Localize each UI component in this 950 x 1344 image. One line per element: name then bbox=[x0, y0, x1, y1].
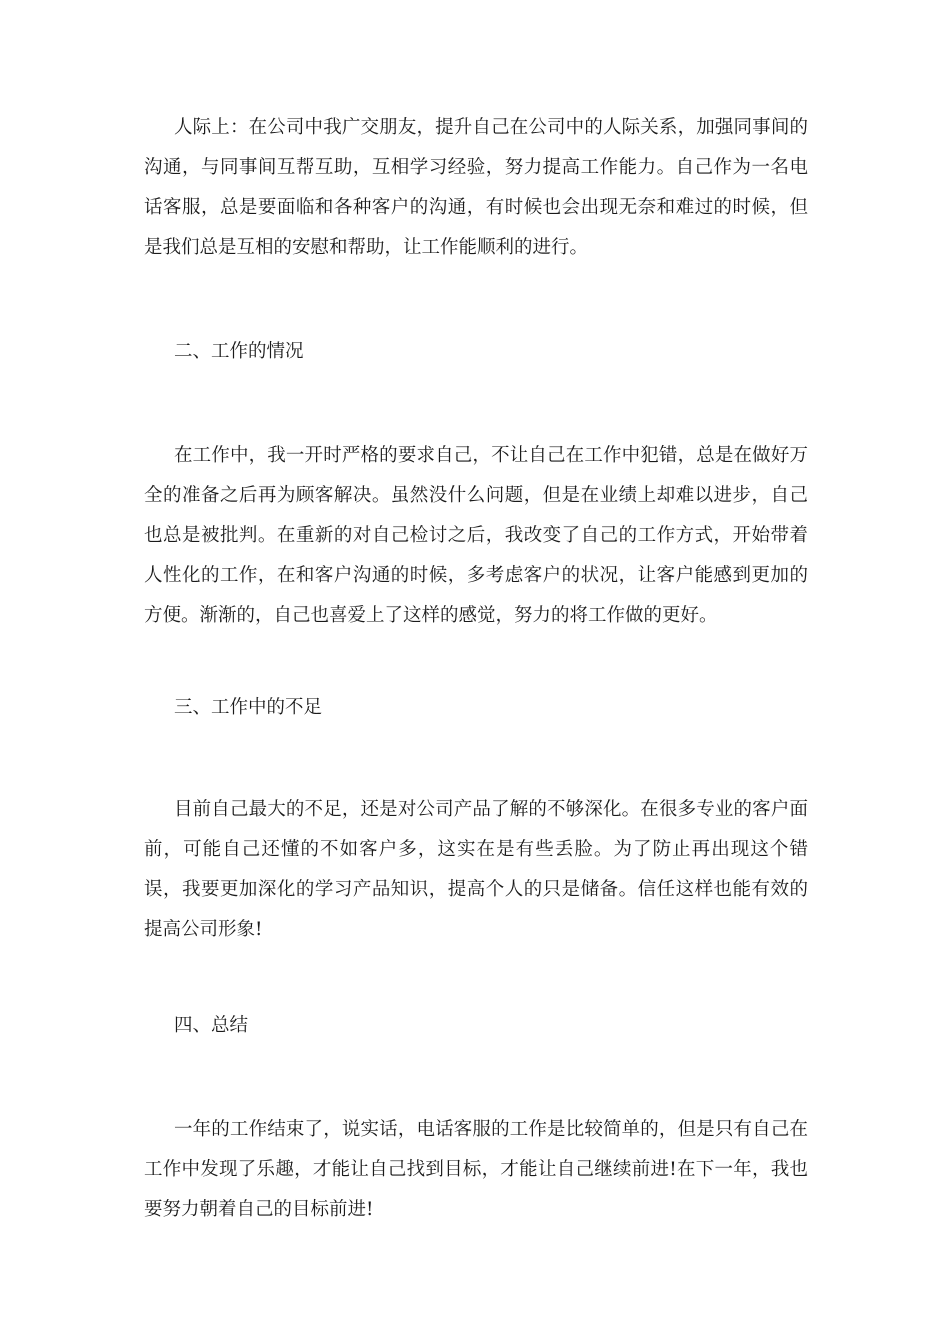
paragraph-summary: 一年的工作结束了，说实话，电话客服的工作是比较简单的，但是只有自己在工作中发现了乐趣，才能让自己找到目标，才能让自己继续前进!在下一年，我也要努力朝着自己的目标前进! bbox=[144, 1119, 808, 1220]
heading-work-situation: 二、工作的情况 bbox=[174, 341, 304, 362]
paragraph-interpersonal: 人际上：在公司中我广交朋友，提升自己在公司中的人际关系，加强同事间的沟通，与同事间互帮互助，互相学习经验，努力提高工作能力。自己作为一名电话客服，总是要面临和各种客户的沟通，有时候也会出现无奈和难过的时候，但是我们总是互相的安慰和帮助，让工作能顺利的进行。 bbox=[144, 117, 808, 258]
paragraph-shortcomings: 目前自己最大的不足，还是对公司产品了解的不够深化。在很多专业的客户面前，可能自己还懂的不如客户多，这实在是有些丢脸。为了防止再出现这个错误，我要更加深化的学习产品知识，提高个人的只是储备。信任这样也能有效的提高公司形象! bbox=[144, 799, 808, 940]
heading-summary: 四、总结 bbox=[174, 1015, 249, 1036]
paragraph-work-situation: 在工作中，我一开时严格的要求自己，不让自己在工作中犯错，总是在做好万全的准备之后再为顾客解决。虽然没什么问题，但是在业绩上却难以进步，自己也总是被批判。在重新的对自己检讨之后，我改变了自己的工作方式，开始带着人性化的工作，在和客户沟通的时候，多考虑客户的状况，让客户能感到更加的方便。渐渐的，自己也喜爱上了这样的感觉，努力的将工作做的更好。 bbox=[144, 445, 808, 626]
heading-shortcomings: 三、工作中的不足 bbox=[174, 697, 323, 718]
